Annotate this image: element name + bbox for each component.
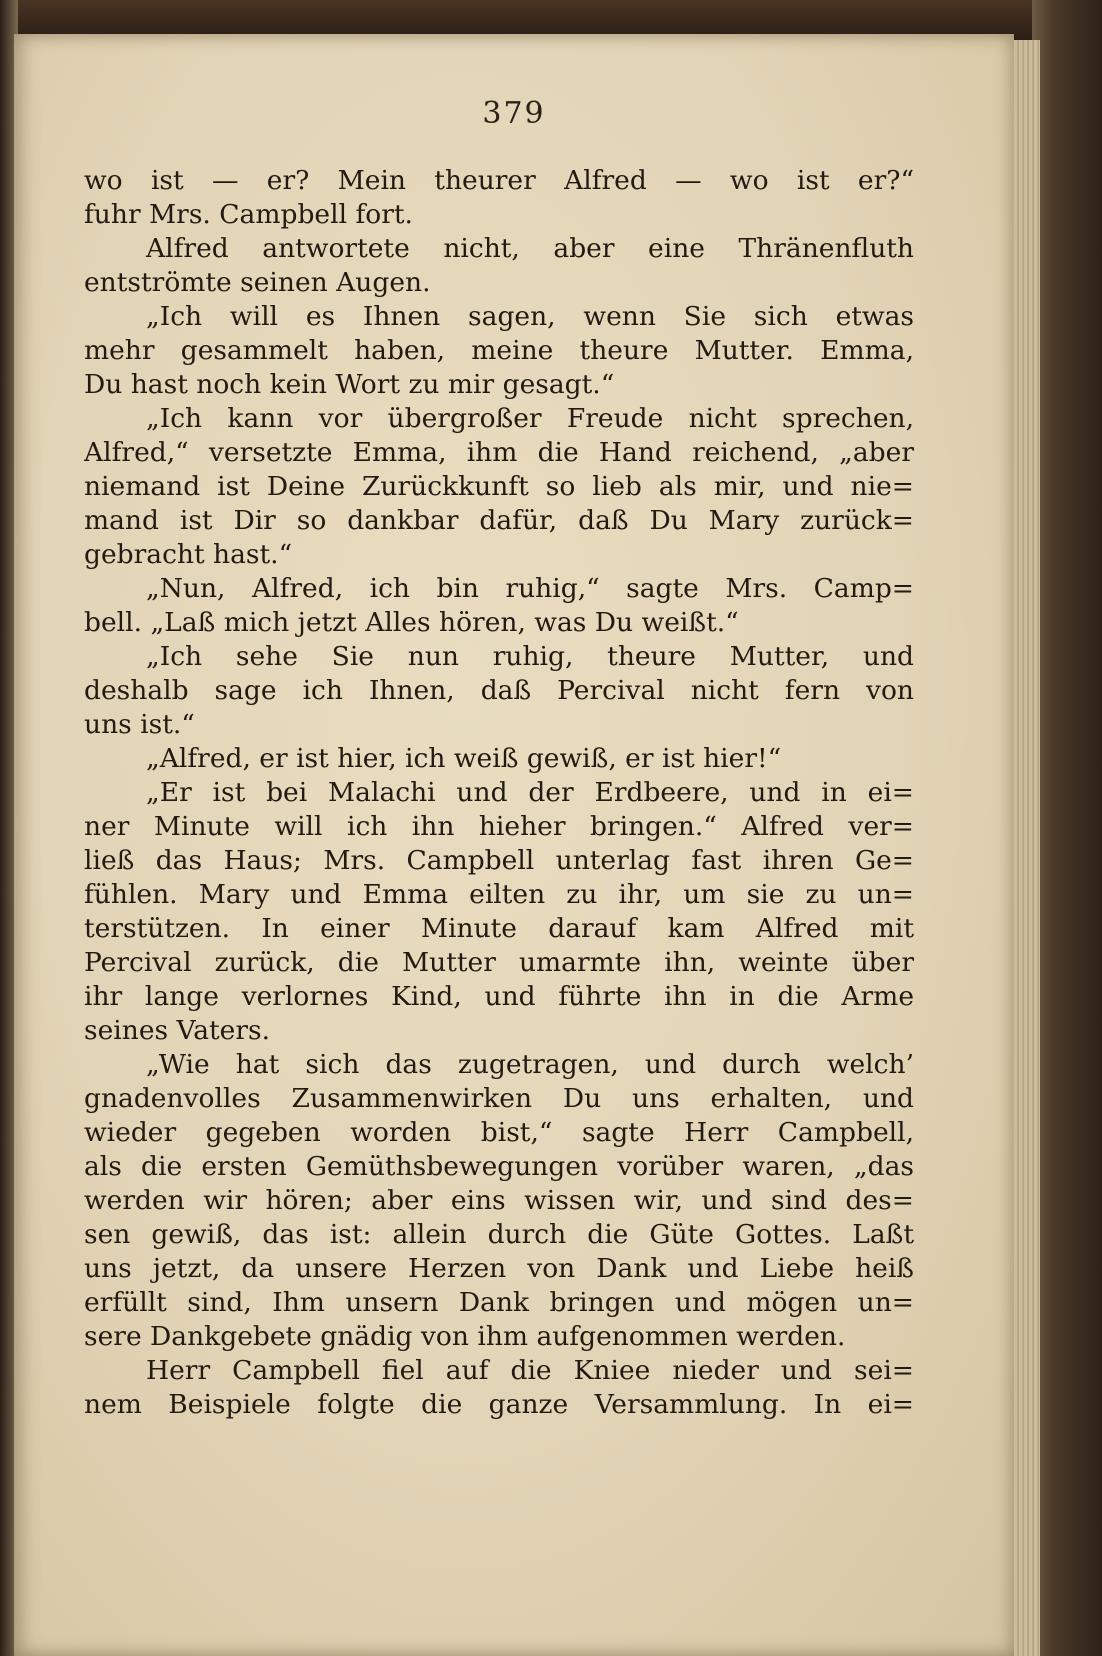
text-line: Percival zurück, die Mutter umarmte ihn, weinte über [84, 947, 914, 978]
text-line: „Ich will es Ihnen sagen, wenn Sie sich etwas [146, 301, 914, 332]
text-line: erfüllt sind, Ihm unsern Dank bringen und mögen un= [84, 1287, 914, 1318]
text-line: „Ich sehe Sie nun ruhig, theure Mutter, und [146, 641, 914, 672]
text-line: gnadenvolles Zusammenwirken Du uns erhalten, und [84, 1083, 914, 1114]
text-line: seines Vaters. [84, 1015, 271, 1046]
text-line: ihr lange verlornes Kind, und führte ihn in die Arme [84, 981, 914, 1012]
text-line: mand ist Dir so dankbar dafür, daß Du Mary zurück= [84, 505, 914, 536]
text-line: ner Minute will ich ihn hieher bringen.“ Alfred ver= [84, 811, 914, 842]
text-line: sen gewiß, das ist: allein durch die Güte Gottes. Laßt [84, 1219, 914, 1250]
text-line: gebracht hast.“ [84, 539, 293, 570]
text-line: „Alfred, er ist hier, ich weiß gewiß, er ist hier!“ [146, 743, 782, 774]
text-line: als die ersten Gemüthsbewegungen vorüber waren, „das [84, 1151, 914, 1182]
book-cover-right-edge [1032, 0, 1102, 1656]
text-line: „Ich kann vor übergroßer Freude nicht sprechen, [146, 403, 914, 434]
text-line: mehr gesammelt haben, meine theure Mutter. Emma, [84, 335, 914, 366]
text-line: deshalb sage ich Ihnen, daß Percival nicht fern von [84, 675, 914, 706]
text-line: „Nun, Alfred, ich bin ruhig,“ sagte Mrs. Camp= [146, 573, 914, 604]
text-line: niemand ist Deine Zurückkunft so lieb als mir, und nie= [84, 471, 914, 502]
text-line: uns ist.“ [84, 709, 195, 740]
text-line: Alfred,“ versetzte Emma, ihm die Hand reichend, „aber [84, 437, 914, 468]
text-line: wo ist — er? Mein theurer Alfred — wo ist er?“ [84, 165, 914, 196]
text-line: wieder gegeben worden bist,“ sagte Herr Campbell, [84, 1117, 914, 1148]
text-line: Du hast noch kein Wort zu mir gesagt.“ [84, 369, 615, 400]
book-page [14, 34, 1014, 1656]
text-line: „Er ist bei Malachi und der Erdbeere, und in ei= [146, 777, 914, 808]
text-line: terstützen. In einer Minute darauf kam Alfred mit [84, 913, 914, 944]
text-line: fuhr Mrs. Campbell fort. [84, 199, 413, 230]
text-line: sere Dankgebete gnädig von ihm aufgenommen werden. [84, 1321, 846, 1352]
text-line: uns jetzt, da unsere Herzen von Dank und Liebe heiß [84, 1253, 914, 1284]
text-line: bell. „Laß mich jetzt Alles hören, was Du weißt.“ [84, 607, 739, 638]
text-line: nem Beispiele folgte die ganze Versammlung. In ei= [84, 1389, 914, 1420]
text-line: „Wie hat sich das zugetragen, und durch welch’ [146, 1049, 914, 1080]
text-line: Alfred antwortete nicht, aber eine Thränenfluth [146, 233, 914, 264]
text-line: fühlen. Mary und Emma eilten zu ihr, um sie zu un= [84, 879, 914, 910]
page-number: 379 [482, 96, 546, 131]
page-stack-edges [1010, 40, 1040, 1656]
text-line: werden wir hören; aber eins wissen wir, und sind des= [84, 1185, 914, 1216]
text-line: entströmte seinen Augen. [84, 267, 431, 298]
page-text-block [84, 164, 914, 1422]
text-line: ließ das Haus; Mrs. Campbell unterlag fast ihren Ge= [84, 845, 914, 876]
text-line: Herr Campbell fiel auf die Kniee nieder und sei= [146, 1355, 914, 1386]
